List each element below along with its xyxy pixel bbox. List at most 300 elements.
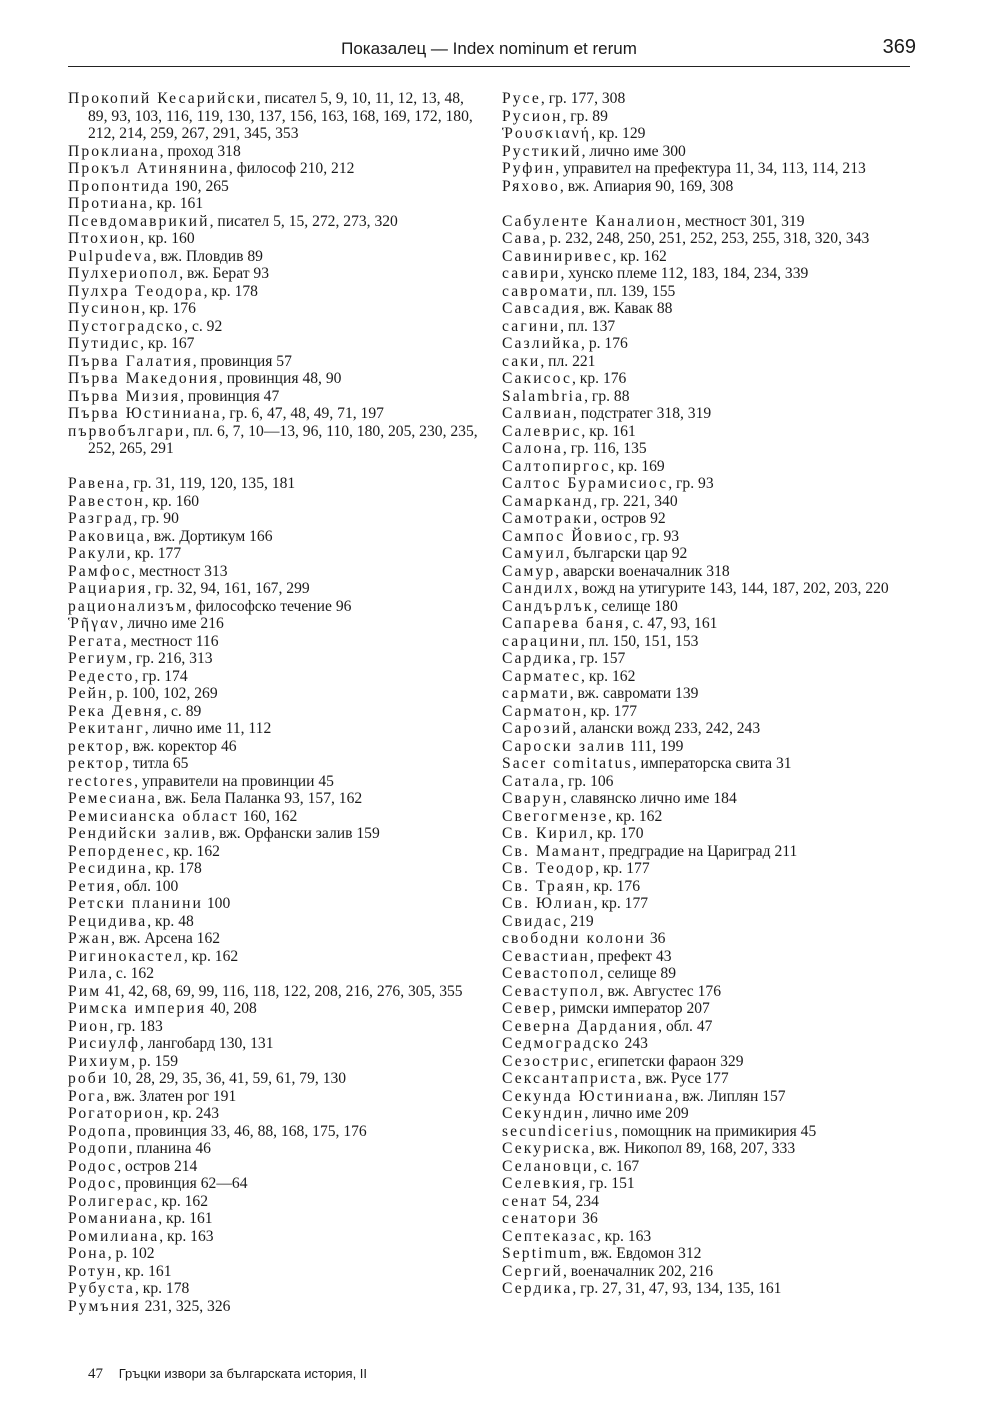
index-term: Ῥῆγαν <box>68 615 120 632</box>
index-description: , кр. 177 <box>582 702 638 720</box>
index-entry <box>68 195 483 213</box>
index-entry <box>502 1210 912 1228</box>
index-description: , гр. 93 <box>633 527 680 545</box>
index-term: Св. Мамант <box>502 842 602 860</box>
index-entry <box>68 878 483 896</box>
index-term: Ромилиана <box>68 1227 160 1245</box>
index-term: Секунда Юстиниана <box>502 1087 675 1105</box>
index-entry <box>502 948 912 966</box>
index-term: Сандърлък <box>502 597 594 615</box>
index-entry <box>502 248 912 266</box>
index-term: Ῥουσκιανή <box>502 125 592 142</box>
index-entry <box>68 90 483 143</box>
index-term: Прокъл Атинянина <box>68 160 229 177</box>
index-entry <box>68 895 483 913</box>
index-term: Свегогмензе <box>502 807 608 825</box>
index-description: , алански вожд 233, 242, 243 <box>572 720 761 737</box>
index-entry <box>502 1088 912 1106</box>
index-description: , гр. 93 <box>668 475 714 492</box>
index-description: , аварски военачалник 318 <box>555 562 730 580</box>
index-description: , вж. Берат 93 <box>179 265 270 282</box>
index-term: Septimum <box>502 1245 583 1262</box>
index-entry <box>68 1245 483 1263</box>
index-term: Разград <box>68 510 134 527</box>
index-entry <box>68 1053 483 1071</box>
index-term: Селановци <box>502 1157 594 1175</box>
index-term: Секуриска <box>502 1140 591 1157</box>
index-description: , р. 102 <box>107 1245 155 1262</box>
index-term: Пусинон <box>68 300 142 317</box>
index-term: Путидис <box>68 335 141 352</box>
index-description: , императорска свита 31 <box>632 755 792 772</box>
index-term: Родопи <box>68 1140 129 1157</box>
index-term: Пустоградско <box>68 317 185 335</box>
index-term: Салтос Бурамисиос <box>502 475 669 492</box>
index-description: , вж. Дортикум 166 <box>145 527 273 545</box>
index-term: Ресидина <box>68 860 148 877</box>
index-description: , кр. 48 <box>147 912 194 930</box>
index-entry <box>68 598 483 616</box>
index-description: , вж. коректор 46 <box>124 737 237 755</box>
index-term: Ретски планини <box>68 895 203 912</box>
index-entry <box>68 703 483 721</box>
index-description: , вж. Никопол 89, 168, 207, 333 <box>590 1140 796 1157</box>
index-entry <box>68 528 483 546</box>
index-description: , кр. 162 <box>165 842 220 860</box>
index-description: , пл. 6, 7, 10—13, 96, 110, 180, 205, 230, 235, 252, 265, 291 <box>88 422 478 457</box>
index-entry <box>68 510 483 528</box>
index-term: Рецидива <box>68 912 148 930</box>
index-entry <box>68 1175 483 1193</box>
index-description: , р. 100, 102, 269 <box>108 685 218 702</box>
index-description: , местност 301, 319 <box>677 212 805 230</box>
index-description: , лично име 11, 112 <box>144 720 272 737</box>
index-entry <box>68 370 483 388</box>
index-description: , местност 116 <box>122 632 219 650</box>
index-entry <box>68 405 483 423</box>
index-term: Св. Теодор <box>502 860 596 877</box>
index-term: Пропонтида <box>68 177 171 195</box>
index-entry <box>502 1280 912 1298</box>
index-description: , гр. 106 <box>560 772 614 790</box>
index-description: , гр. 177, 308 <box>540 90 626 107</box>
index-entry <box>68 1000 483 1018</box>
index-entry <box>502 983 912 1001</box>
index-term: Salambria <box>502 387 585 405</box>
index-description: , гр. 174 <box>134 667 188 685</box>
index-term: Протиана <box>68 195 149 212</box>
index-term: Селевкия <box>502 1175 582 1192</box>
index-entry <box>502 790 912 808</box>
index-description: , гр. 157 <box>572 650 626 667</box>
index-term: савири <box>502 265 561 282</box>
index-term: Равена <box>68 475 126 492</box>
index-entry <box>502 1000 912 1018</box>
index-description: , вж. Златен рог 191 <box>105 1087 237 1105</box>
index-description: , кр. 178 <box>147 860 202 877</box>
index-term: Рила <box>68 965 109 982</box>
index-term: Сазлийка <box>502 335 582 352</box>
running-header <box>68 34 916 67</box>
index-term: Ракули <box>68 545 127 562</box>
page-footer <box>88 1366 367 1383</box>
index-entry <box>68 283 483 301</box>
index-description: , кр. 162 <box>607 807 663 825</box>
index-term: Рим <box>68 982 102 1000</box>
index-description: , с. 162 <box>108 965 155 982</box>
index-term: Прокопий Кесарийски <box>68 90 257 107</box>
index-description: , гр. 6, 47, 48, 49, 71, 197 <box>221 405 384 422</box>
index-term: Сапарева баня <box>502 615 625 632</box>
index-description: 10, 28, 29, 35, 36, 41, 59, 61, 79, 130 <box>108 1070 347 1087</box>
index-term: Севастиан <box>502 947 590 965</box>
index-term: Рона <box>68 1245 108 1262</box>
index-description: 36 <box>578 1210 598 1227</box>
index-term: Савсадия <box>502 300 581 317</box>
index-entry <box>68 825 483 843</box>
index-description: , кр. 177 <box>595 860 650 877</box>
index-term: Сезострис <box>502 1052 590 1070</box>
index-description: , управители на провинции 45 <box>134 772 334 790</box>
index-term: Самотраки <box>502 510 594 527</box>
index-term: Румъния <box>68 1297 141 1315</box>
index-term: Псевдомаврикий <box>68 212 210 230</box>
index-entry <box>502 423 912 441</box>
index-entry <box>68 738 483 756</box>
index-description: , с. 89 <box>163 702 202 720</box>
index-description: , гр. 90 <box>133 510 179 527</box>
index-entry <box>68 983 483 1001</box>
index-entry <box>502 143 912 161</box>
index-term: Ремесиана <box>68 790 157 807</box>
running-title: Показалец — Index nominum et rerum <box>341 39 637 58</box>
index-description: , р. 232, 248, 250, 251, 252, 253, 255, 318, 320, 343 <box>541 230 870 247</box>
index-term: secundicerius <box>502 1122 615 1140</box>
index-description: , кр. 169 <box>610 457 665 475</box>
index-description: , префект 43 <box>589 947 672 965</box>
index-description: , с. 92 <box>184 317 223 335</box>
index-term: Редесто <box>68 667 135 685</box>
index-entry <box>502 160 912 178</box>
index-entry <box>68 423 483 458</box>
index-description: , предградие на Цариград 211 <box>601 842 798 860</box>
index-entry <box>502 633 912 651</box>
index-term: Салвиан <box>502 405 573 422</box>
index-entry <box>68 1210 483 1228</box>
index-entry <box>68 475 483 493</box>
index-entry <box>502 685 912 703</box>
index-term: rectores <box>68 772 135 790</box>
index-entry <box>502 1105 912 1123</box>
index-term: Сарозий <box>502 720 573 737</box>
index-entry <box>68 388 483 406</box>
index-description: , провинция 57 <box>192 352 292 370</box>
index-description: , кр. 176 <box>585 877 640 895</box>
index-entry <box>68 773 483 791</box>
index-description: , писател 5, 15, 272, 273, 320 <box>209 212 398 230</box>
index-description: , с. 47, 93, 161 <box>624 615 718 632</box>
index-term: роби <box>68 1070 109 1087</box>
index-term: Рихиум <box>68 1052 132 1070</box>
index-entry <box>68 1123 483 1141</box>
index-term: ректор <box>68 755 125 772</box>
index-entry <box>502 493 912 511</box>
index-description: , гр. 116, 135 <box>562 440 647 457</box>
index-description: , провинция 47 <box>180 387 280 405</box>
index-description: , пл. 150, 151, 153 <box>580 632 699 650</box>
index-entry <box>502 878 912 896</box>
index-description: , кр. 163 <box>159 1227 214 1245</box>
index-term: Сварун <box>502 790 563 807</box>
index-description: , гр. 183 <box>109 1017 163 1035</box>
index-description: , вж. Кавак 88 <box>580 300 673 317</box>
index-description: , кр. 177 <box>126 545 182 562</box>
index-description: , лангобард 130, 131 <box>139 1035 274 1052</box>
index-entry <box>68 1263 483 1281</box>
index-term: Ряхово <box>502 177 560 195</box>
index-description: , гр. 221, 340 <box>593 492 678 510</box>
index-entry <box>68 755 483 773</box>
index-description: , управител на префектура 11, 34, 113, 114, 213 <box>555 160 866 177</box>
index-entry <box>68 913 483 931</box>
letter-section-gap <box>502 195 912 213</box>
index-description: 231, 325, 326 <box>140 1297 231 1315</box>
index-entry <box>502 895 912 913</box>
index-term: Рендийски залив <box>68 825 212 842</box>
index-entry <box>68 860 483 878</box>
index-entry <box>502 965 912 983</box>
index-entry <box>502 265 912 283</box>
book-title-footer: Гръцки извори за българската история, II <box>118 1366 368 1381</box>
index-term: Септеказас <box>502 1227 597 1245</box>
index-term: Самарканд <box>502 492 594 510</box>
index-description: 54, 234 <box>548 1192 599 1210</box>
index-entry <box>68 563 483 581</box>
index-description: , пл. 137 <box>560 317 616 335</box>
index-term: Север <box>502 1000 553 1017</box>
index-description: , гр. 216, 313 <box>128 650 213 667</box>
index-description: , кр. 162 <box>581 667 636 685</box>
index-entry <box>502 388 912 406</box>
index-term: Св. Юлиан <box>502 895 594 912</box>
index-term: Руфин <box>502 160 556 177</box>
index-entry <box>502 825 912 843</box>
index-entry <box>502 755 912 773</box>
index-term: рационализъм <box>68 597 188 615</box>
index-entry <box>68 1280 483 1298</box>
index-term: Сабуленте Каналион <box>502 212 678 230</box>
index-description: , остров 214 <box>117 1157 198 1175</box>
letter-section-gap <box>68 458 483 476</box>
index-description: , кр. 160 <box>140 230 195 247</box>
index-term: Първа Галатия <box>68 352 193 370</box>
index-term: Птохион <box>68 230 141 247</box>
index-description: , помощник на примикирия 45 <box>614 1122 817 1140</box>
index-entry <box>68 685 483 703</box>
index-description: , римски император 207 <box>552 1000 710 1017</box>
index-term: Сампос Йовиос <box>502 527 634 545</box>
index-term: Първа Мизия <box>68 387 181 405</box>
index-description: , кр. 162 <box>153 1192 209 1210</box>
index-entry <box>502 528 912 546</box>
index-description: , гр. 32, 94, 161, 167, 299 <box>147 580 310 597</box>
index-description: , вж. Пловдив 89 <box>152 247 263 265</box>
index-description: 100 <box>202 895 231 912</box>
index-entry <box>502 405 912 423</box>
index-description: , вж. Евдомон 312 <box>582 1245 702 1262</box>
index-term: Сарматон <box>502 702 583 720</box>
index-term: сармати <box>502 685 570 702</box>
index-description: 243 <box>620 1035 648 1052</box>
index-entry <box>68 143 483 161</box>
index-description: , гр. 31, 119, 120, 135, 181 <box>125 475 296 492</box>
index-description: , вж. Липлян 157 <box>674 1087 786 1105</box>
index-term: Родос <box>68 1175 118 1192</box>
index-term: Салеврис <box>502 422 582 440</box>
index-entry <box>502 1245 912 1263</box>
index-term: Рога <box>68 1087 106 1105</box>
index-description: , вж. Арсена 162 <box>111 930 221 947</box>
index-entry <box>502 1070 912 1088</box>
index-entry <box>68 1070 483 1088</box>
index-term: Сардика <box>502 650 573 667</box>
index-term: Рустикий <box>502 142 582 160</box>
index-term: Свидас <box>502 912 563 930</box>
index-entry <box>502 1263 912 1281</box>
index-term: Сексантаприста <box>502 1070 638 1087</box>
index-description: , подстратег 318, 319 <box>572 405 712 422</box>
index-description: , писател 5, 9, 10, 11, 12, 13, 48, 89, 93, 103, 116, 119, 130, 137, 156, 163, 168, 169, 172, 180, 212, 214, 259, 267, 291, 345, 353 <box>88 90 473 142</box>
index-entry <box>68 1088 483 1106</box>
index-description: 40, 208 <box>206 1000 257 1017</box>
index-description: , лично име 300 <box>581 142 686 160</box>
index-term: Рациария <box>68 580 148 597</box>
index-entry <box>502 843 912 861</box>
index-entry <box>502 318 912 336</box>
index-description: , с. 167 <box>593 1157 640 1175</box>
index-entry <box>502 1018 912 1036</box>
index-term: Сакисос <box>502 370 572 387</box>
index-entry <box>502 1053 912 1071</box>
index-term: Св. Траян <box>502 877 586 895</box>
index-entry <box>502 1035 912 1053</box>
index-term: Сергий <box>502 1262 563 1280</box>
index-entry <box>502 773 912 791</box>
index-term: Севаступол <box>502 982 600 1000</box>
index-description: , гр. 27, 31, 47, 93, 134, 135, 161 <box>572 1280 782 1297</box>
index-term: Рейн <box>68 685 109 702</box>
index-description: , 219 <box>562 912 594 930</box>
index-term: Пулхериопол <box>68 265 180 282</box>
index-description: , гр. 88 <box>584 387 630 405</box>
index-description: , обл. 47 <box>658 1017 713 1035</box>
index-description: , кр. 161 <box>148 195 204 212</box>
index-entry <box>68 353 483 371</box>
index-entry <box>68 1298 483 1316</box>
index-entry <box>502 1140 912 1158</box>
index-term: Ротун <box>68 1262 118 1280</box>
index-description: , вж. савромати 139 <box>569 685 699 702</box>
page-number: 369 <box>882 36 916 58</box>
index-entry <box>502 353 912 371</box>
index-term: Родос <box>68 1157 118 1175</box>
index-description: , философ 210, 212 <box>228 160 355 177</box>
index-term: Рекитанг <box>68 720 145 737</box>
index-entry <box>68 790 483 808</box>
index-entry <box>502 370 912 388</box>
index-entry <box>502 125 912 143</box>
index-term: Река Девня <box>68 702 164 720</box>
index-term: Региум <box>68 650 129 667</box>
index-entry <box>502 1228 912 1246</box>
index-entry <box>502 510 912 528</box>
index-description: , гр. 89 <box>562 107 608 125</box>
index-entry <box>502 1193 912 1211</box>
index-entry <box>68 650 483 668</box>
index-term: Първа Македония <box>68 370 219 387</box>
index-term: Пулхра Теодора <box>68 282 204 300</box>
index-term: Равестон <box>68 492 145 510</box>
index-term: Севастопол <box>502 965 600 982</box>
index-entry <box>68 493 483 511</box>
index-entry <box>68 580 483 598</box>
index-entry <box>502 1158 912 1176</box>
index-term: Репорденес <box>68 842 166 860</box>
index-term: Седмоградско <box>502 1035 621 1052</box>
index-term: Романиана <box>68 1210 159 1227</box>
index-entry <box>502 650 912 668</box>
index-entry <box>502 545 912 563</box>
index-description: , кр. 167 <box>140 335 195 352</box>
index-description: , вж. Августес 176 <box>599 982 721 1000</box>
index-term: Родопа <box>68 1122 128 1140</box>
index-term: сенатори <box>502 1210 579 1227</box>
index-entry <box>502 90 912 108</box>
index-term: савромати <box>502 282 590 300</box>
index-entry <box>68 930 483 948</box>
index-entry <box>68 248 483 266</box>
index-description: , кр. 161 <box>158 1210 213 1227</box>
index-term: Самур <box>502 562 556 580</box>
index-description: , кр. 162 <box>183 947 239 965</box>
index-description: , кр. 161 <box>581 422 636 440</box>
index-description: , кр. 178 <box>203 282 258 300</box>
index-entry <box>502 668 912 686</box>
index-description: , славянско лично име 184 <box>562 790 737 807</box>
index-description: , кр. 176 <box>571 370 627 387</box>
index-term: Савиниривес <box>502 247 613 265</box>
index-entry <box>502 860 912 878</box>
index-term: Ригинокастел <box>68 947 184 965</box>
index-entry <box>68 720 483 738</box>
index-term: Северна Дардания <box>502 1017 659 1035</box>
index-description: , вж. Русе 177 <box>637 1070 729 1087</box>
index-term: Ролигерас <box>68 1192 154 1210</box>
index-description: , провинция 33, 46, 88, 168, 175, 176 <box>127 1122 367 1140</box>
index-entry <box>502 615 912 633</box>
index-description: , египетски фараон 329 <box>589 1052 744 1070</box>
index-description: , вж. Апиария 90, 169, 308 <box>559 177 734 195</box>
index-entry <box>68 300 483 318</box>
index-description: , кр. 243 <box>164 1105 220 1122</box>
index-term: Ремисианска област <box>68 807 239 825</box>
index-entry <box>502 808 912 826</box>
index-term: Раковица <box>68 527 146 545</box>
index-term: Рамфос <box>68 562 132 580</box>
index-term: Рисиулф <box>68 1035 140 1052</box>
index-term: Сандилх <box>502 580 575 597</box>
index-term: Св. Кирил <box>502 825 590 842</box>
